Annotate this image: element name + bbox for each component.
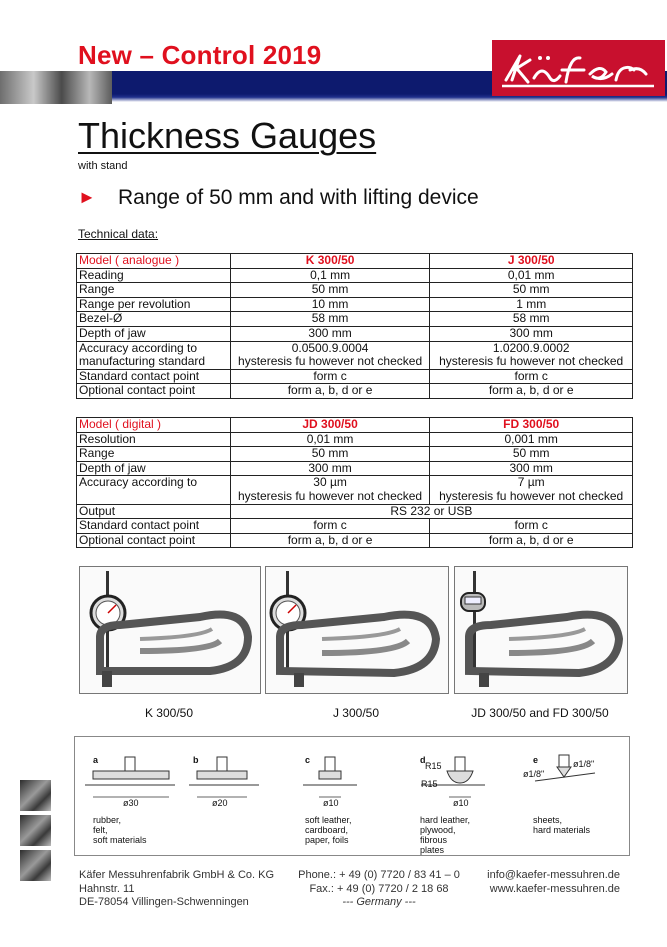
- table-header-row: [77, 254, 633, 269]
- table-cell: 58 mm: [230, 312, 430, 327]
- table-cell: Depth of jaw: [77, 461, 231, 476]
- footer-street: Hahnstr. 11: [79, 882, 135, 895]
- table-cell: [77, 476, 231, 504]
- dimension-label: ø10: [323, 798, 339, 808]
- cell-line: 30 µm: [313, 475, 347, 490]
- table-cell: 300 mm: [230, 461, 430, 476]
- table-row: [77, 283, 633, 298]
- table-row: [77, 268, 633, 283]
- table-row: [77, 341, 633, 369]
- footer-fax: Fax.: + 49 (0) 7720 / 2 18 68: [309, 882, 449, 895]
- table-cell: 58 mm: [430, 312, 633, 327]
- table-cell: form c: [230, 519, 430, 534]
- table-header-cell: Model ( digital ): [77, 418, 231, 433]
- contact-points-panel: [74, 736, 630, 856]
- table-cell: form c: [430, 369, 633, 384]
- cell-line: hysteresis fu however not checked: [439, 354, 624, 369]
- table-cell: 50 mm: [230, 283, 430, 298]
- cell-line: [79, 490, 228, 504]
- dimension-label: ø10: [453, 798, 469, 808]
- footer-city: DE-78054 Villingen-Schwenningen: [79, 896, 249, 908]
- footer-address: [79, 869, 274, 910]
- contact-point-letter: d: [420, 755, 426, 765]
- product-photo-k300: [79, 566, 261, 694]
- table-row: [77, 384, 633, 399]
- note-line: fibrous: [420, 835, 448, 845]
- cell-line: Accuracy according to: [79, 475, 198, 490]
- kaefer-logo: [492, 40, 665, 96]
- page-header-title: New – Control 2019: [78, 40, 322, 70]
- cell-line: 0.0500.9.0004: [291, 340, 369, 355]
- note-line: hard materials: [533, 825, 591, 835]
- contact-point-note: [420, 815, 470, 855]
- footer-website[interactable]: www.kaefer-messuhren.de: [489, 882, 620, 895]
- dimension-label: ø20: [212, 798, 228, 808]
- table-header-cell: JD 300/50: [230, 418, 430, 433]
- technical-data-label: Technical data:: [78, 227, 159, 241]
- table-cell: 50 mm: [430, 283, 633, 298]
- table-cell: form a, b, d or e: [430, 533, 633, 548]
- note-line: plywood,: [420, 825, 456, 835]
- table-cell: form a, b, d or e: [230, 533, 430, 548]
- table-cell: form c: [230, 369, 430, 384]
- side-thumbnail-photo: [20, 850, 51, 881]
- table-row: [77, 326, 633, 341]
- product-photo-jd-fd300: [454, 566, 628, 694]
- contact-point-letter: c: [305, 755, 311, 765]
- contact-point-note: [533, 815, 590, 835]
- footer-phone-fax: [294, 869, 464, 910]
- table-cell: 50 mm: [430, 447, 633, 462]
- table-cell: 0,01 mm: [230, 432, 430, 447]
- table-cell: Range per revolution: [77, 297, 231, 312]
- side-thumbnail-photo: [20, 815, 51, 846]
- table-row: [77, 447, 633, 462]
- table-cell: [430, 476, 633, 504]
- header-product-photo: [0, 71, 112, 104]
- page-title: Thickness Gauges: [78, 115, 377, 156]
- table-cell: 300 mm: [230, 326, 430, 341]
- contact-points-drawing: [75, 737, 629, 855]
- footer-contact: [470, 869, 620, 896]
- cell-line: hysteresis fu however not checked: [238, 354, 423, 369]
- table-cell: RS 232 or USB: [230, 504, 632, 519]
- table-cell: Bezel-Ø: [77, 312, 231, 327]
- footer-country: --- Germany ---: [342, 896, 416, 908]
- table-cell: Optional contact point: [77, 533, 231, 548]
- contact-point-letter: b: [193, 755, 199, 765]
- contact-point-letter: e: [533, 755, 539, 765]
- note-line: sheets,: [533, 815, 563, 825]
- cell-line: manufacturing standard: [79, 354, 206, 369]
- note-line: soft leather,: [305, 815, 352, 825]
- dimension-label: ø1/8": [573, 759, 595, 769]
- table-cell: Optional contact point: [77, 384, 231, 399]
- table-row: [77, 476, 633, 504]
- table-cell: 50 mm: [230, 447, 430, 462]
- cell-line: hysteresis fu however not checked: [439, 488, 624, 503]
- cell-line: hysteresis fu however not checked: [238, 488, 423, 503]
- table-row: [77, 312, 633, 327]
- table-cell: 0,1 mm: [230, 268, 430, 283]
- feature-headline: Range of 50 mm and with lifting device: [118, 186, 479, 209]
- photo-caption: K 300/50: [144, 706, 194, 720]
- table-cell: form a, b, d or e: [430, 384, 633, 399]
- dimension-label: R15: [421, 779, 438, 789]
- photo-caption: JD 300/50 and FD 300/50: [471, 706, 609, 720]
- table-row: [77, 519, 633, 534]
- dimension-label: ø1/8": [523, 769, 545, 779]
- note-line: hard leather,: [420, 815, 471, 825]
- table-header-cell: Model ( analogue ): [77, 254, 231, 269]
- table-cell: form c: [430, 519, 633, 534]
- note-line: rubber,: [93, 815, 122, 825]
- table-cell: 10 mm: [230, 297, 430, 312]
- cell-line: 1.0200.9.0002: [492, 340, 570, 355]
- table-header-cell: K 300/50: [230, 254, 430, 269]
- footer-phone: Phone.: + 49 (0) 7720 / 83 41 – 0: [298, 869, 460, 881]
- table-cell: 1 mm: [430, 297, 633, 312]
- table-cell: [230, 476, 430, 504]
- table-row: [77, 369, 633, 384]
- table-row: [77, 461, 633, 476]
- note-line: soft materials: [93, 835, 147, 845]
- table-header-cell: J 300/50: [430, 254, 633, 269]
- table-row: [77, 297, 633, 312]
- note-line: cardboard,: [305, 825, 349, 835]
- contact-point-letter: a: [93, 755, 99, 765]
- note-line: felt,: [93, 825, 108, 835]
- contact-point-note: [305, 815, 352, 845]
- contact-point-note: [93, 815, 147, 845]
- footer-email[interactable]: info@kaefer-messuhren.de: [487, 869, 620, 881]
- table-cell: 0,01 mm: [430, 268, 633, 283]
- table-row: [77, 432, 633, 447]
- table-header-row: [77, 418, 633, 433]
- table-cell: form a, b, d or e: [230, 384, 430, 399]
- table-header-cell: FD 300/50: [430, 418, 633, 433]
- table-cell: 0,001 mm: [430, 432, 633, 447]
- bullet-arrow-icon: ►: [78, 187, 96, 207]
- table-cell: Range: [77, 447, 231, 462]
- spec-table-analogue: [76, 253, 633, 399]
- table-cell: Standard contact point: [77, 519, 231, 534]
- note-line: paper, foils: [305, 835, 349, 845]
- table-cell: Standard contact point: [77, 369, 231, 384]
- table-cell: Range: [77, 283, 231, 298]
- table-cell: Depth of jaw: [77, 326, 231, 341]
- photo-caption: J 300/50: [332, 706, 380, 720]
- cell-line: 7 µm: [517, 475, 545, 490]
- table-cell: [230, 341, 430, 369]
- table-cell: Reading: [77, 268, 231, 283]
- cell-line: Accuracy according to: [79, 340, 198, 355]
- table-row: [77, 504, 633, 519]
- product-photo-j300: [265, 566, 449, 694]
- table-cell: [430, 341, 633, 369]
- table-cell: 300 mm: [430, 461, 633, 476]
- page-subtitle: with stand: [78, 160, 128, 172]
- table-cell: 300 mm: [430, 326, 633, 341]
- note-line: plates: [420, 845, 445, 855]
- table-row: [77, 533, 633, 548]
- side-thumbnail-photo: [20, 780, 51, 811]
- footer-company: Käfer Messuhrenfabrik GmbH & Co. KG: [79, 869, 275, 881]
- table-cell: Output: [77, 504, 231, 519]
- table-cell: [77, 341, 231, 369]
- dimension-label: ø30: [123, 798, 139, 808]
- dimension-label: R15: [425, 761, 442, 771]
- table-cell: Resolution: [77, 432, 231, 447]
- spec-table-digital: [76, 417, 633, 548]
